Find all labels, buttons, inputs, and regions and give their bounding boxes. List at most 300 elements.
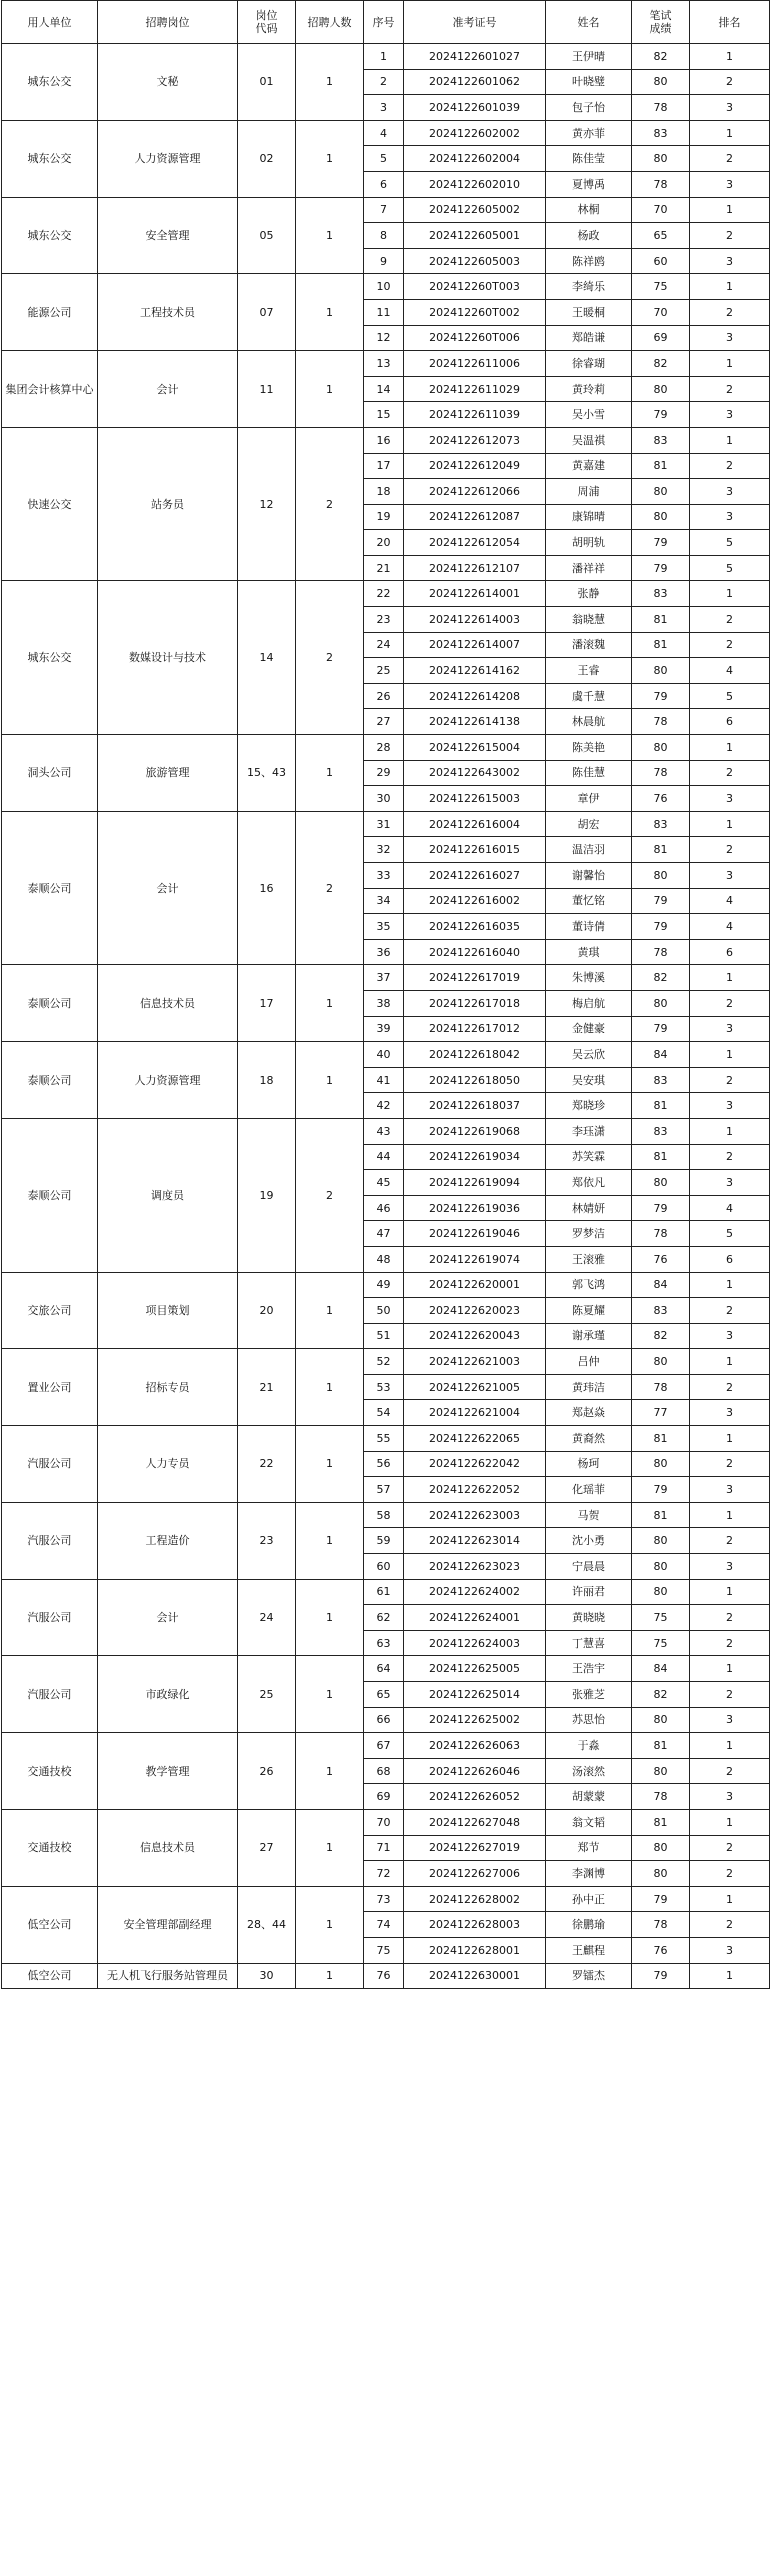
candidate-name-cell: 化瑶菲 xyxy=(546,1477,632,1503)
ticket-number-cell: 202412260T002 xyxy=(404,299,546,325)
candidate-name-cell: 杨珂 xyxy=(546,1451,632,1477)
table-row xyxy=(2,427,770,453)
rank-cell: 2 xyxy=(690,1758,770,1784)
position-code-cell: 24 xyxy=(238,1579,296,1656)
ticket-number-cell: 2024122627048 xyxy=(404,1809,546,1835)
ticket-number-cell: 2024122628003 xyxy=(404,1912,546,1938)
position-code-cell: 02 xyxy=(238,120,296,197)
position-cell: 招标专员 xyxy=(98,1349,238,1426)
ticket-number-cell: 2024122601039 xyxy=(404,95,546,121)
ticket-number-cell: 2024122615003 xyxy=(404,786,546,812)
written-score-cell: 82 xyxy=(632,1323,690,1349)
position-code-cell: 07 xyxy=(238,274,296,351)
header-name: 姓名 xyxy=(546,1,632,44)
serial-cell: 62 xyxy=(364,1605,404,1631)
serial-cell: 37 xyxy=(364,965,404,991)
serial-cell: 53 xyxy=(364,1374,404,1400)
candidate-name-cell: 王滚雅 xyxy=(546,1246,632,1272)
candidate-name-cell: 林桐 xyxy=(546,197,632,223)
rank-cell: 3 xyxy=(690,1170,770,1196)
ticket-number-cell: 2024122625005 xyxy=(404,1656,546,1682)
serial-cell: 75 xyxy=(364,1937,404,1963)
rank-cell: 2 xyxy=(690,299,770,325)
written-score-cell: 80 xyxy=(632,1579,690,1605)
candidate-name-cell: 李绮乐 xyxy=(546,274,632,300)
written-score-cell: 78 xyxy=(632,1784,690,1810)
written-score-cell: 80 xyxy=(632,376,690,402)
ticket-number-cell: 202412260T003 xyxy=(404,274,546,300)
written-score-cell: 79 xyxy=(632,683,690,709)
position-cell: 站务员 xyxy=(98,427,238,581)
serial-cell: 17 xyxy=(364,453,404,479)
ticket-number-cell: 2024122643002 xyxy=(404,760,546,786)
candidate-name-cell: 徐鹏瑜 xyxy=(546,1912,632,1938)
written-score-cell: 79 xyxy=(632,555,690,581)
candidate-name-cell: 丁慧喜 xyxy=(546,1630,632,1656)
ticket-number-cell: 2024122619074 xyxy=(404,1246,546,1272)
ticket-number-cell: 2024122623023 xyxy=(404,1554,546,1580)
ticket-number-cell: 2024122605002 xyxy=(404,197,546,223)
ticket-number-cell: 2024122614208 xyxy=(404,683,546,709)
position-cell: 调度员 xyxy=(98,1118,238,1272)
employer-cell: 泰顺公司 xyxy=(2,965,98,1042)
candidate-name-cell: 郑皓谦 xyxy=(546,325,632,351)
serial-cell: 14 xyxy=(364,376,404,402)
rank-cell: 4 xyxy=(690,658,770,684)
written-score-cell: 84 xyxy=(632,1656,690,1682)
serial-cell: 57 xyxy=(364,1477,404,1503)
ticket-number-cell: 2024122622042 xyxy=(404,1451,546,1477)
position-cell: 教学管理 xyxy=(98,1733,238,1810)
serial-cell: 41 xyxy=(364,1067,404,1093)
position-cell: 旅游管理 xyxy=(98,735,238,812)
rank-cell: 4 xyxy=(690,888,770,914)
header-written-score-text: 笔试 成绩 xyxy=(649,9,672,35)
position-cell: 文秘 xyxy=(98,44,238,121)
ticket-number-cell: 2024122601062 xyxy=(404,69,546,95)
ticket-number-cell: 2024122614162 xyxy=(404,658,546,684)
table-row xyxy=(2,44,770,70)
rank-cell: 1 xyxy=(690,44,770,70)
written-score-cell: 80 xyxy=(632,1707,690,1733)
hire-count-cell: 1 xyxy=(296,1579,364,1656)
position-cell: 安全管理部副经理 xyxy=(98,1886,238,1963)
written-score-cell: 80 xyxy=(632,1758,690,1784)
written-score-cell: 78 xyxy=(632,709,690,735)
serial-cell: 49 xyxy=(364,1272,404,1298)
table-row xyxy=(2,1118,770,1144)
rank-cell: 3 xyxy=(690,863,770,889)
written-score-cell: 81 xyxy=(632,1144,690,1170)
written-score-cell: 80 xyxy=(632,1554,690,1580)
table-row xyxy=(2,197,770,223)
header-position-code-text: 岗位 代码 xyxy=(255,9,278,35)
serial-cell: 21 xyxy=(364,555,404,581)
serial-cell: 5 xyxy=(364,146,404,172)
candidate-name-cell: 李渊博 xyxy=(546,1861,632,1887)
candidate-name-cell: 王暖桐 xyxy=(546,299,632,325)
rank-cell: 1 xyxy=(690,197,770,223)
hire-count-cell: 1 xyxy=(296,1733,364,1810)
candidate-name-cell: 黄玲莉 xyxy=(546,376,632,402)
candidate-name-cell: 吴温祺 xyxy=(546,427,632,453)
serial-cell: 31 xyxy=(364,811,404,837)
written-score-cell: 78 xyxy=(632,95,690,121)
ticket-number-cell: 2024122627019 xyxy=(404,1835,546,1861)
candidate-name-cell: 林婧妍 xyxy=(546,1195,632,1221)
table-row xyxy=(2,1579,770,1605)
written-score-cell: 76 xyxy=(632,786,690,812)
ticket-number-cell: 2024122626063 xyxy=(404,1733,546,1759)
candidate-name-cell: 苏思怡 xyxy=(546,1707,632,1733)
written-score-cell: 80 xyxy=(632,735,690,761)
table-row xyxy=(2,1426,770,1452)
candidate-name-cell: 陈美艳 xyxy=(546,735,632,761)
rank-cell: 3 xyxy=(690,504,770,530)
candidate-name-cell: 吴安琪 xyxy=(546,1067,632,1093)
serial-cell: 34 xyxy=(364,888,404,914)
rank-cell: 1 xyxy=(690,351,770,377)
position-cell: 会计 xyxy=(98,811,238,965)
table-row xyxy=(2,1963,770,1989)
candidate-name-cell: 谢承瑾 xyxy=(546,1323,632,1349)
candidate-name-cell: 陈佳莹 xyxy=(546,146,632,172)
serial-cell: 33 xyxy=(364,863,404,889)
candidate-name-cell: 郑节 xyxy=(546,1835,632,1861)
candidate-name-cell: 林晨航 xyxy=(546,709,632,735)
written-score-cell: 78 xyxy=(632,1221,690,1247)
candidate-name-cell: 汤滚然 xyxy=(546,1758,632,1784)
written-score-cell: 80 xyxy=(632,479,690,505)
written-score-cell: 76 xyxy=(632,1937,690,1963)
rank-cell: 6 xyxy=(690,939,770,965)
header-ticket-number: 准考证号 xyxy=(404,1,546,44)
employer-cell: 泰顺公司 xyxy=(2,1042,98,1119)
table-row xyxy=(2,1042,770,1068)
position-code-cell: 27 xyxy=(238,1809,296,1886)
position-cell: 会计 xyxy=(98,351,238,428)
candidate-name-cell: 郑赵焱 xyxy=(546,1400,632,1426)
position-cell: 市政绿化 xyxy=(98,1656,238,1733)
rank-cell: 3 xyxy=(690,1707,770,1733)
header-hire-count: 招聘人数 xyxy=(296,1,364,44)
written-score-cell: 79 xyxy=(632,1195,690,1221)
written-score-cell: 69 xyxy=(632,325,690,351)
written-score-cell: 70 xyxy=(632,197,690,223)
rank-cell: 3 xyxy=(690,1323,770,1349)
hire-count-cell: 2 xyxy=(296,427,364,581)
hire-count-cell: 2 xyxy=(296,581,364,735)
candidate-name-cell: 陈祥鸥 xyxy=(546,248,632,274)
ticket-number-cell: 2024122627006 xyxy=(404,1861,546,1887)
rank-cell: 1 xyxy=(690,1349,770,1375)
written-score-cell: 80 xyxy=(632,863,690,889)
hire-count-cell: 1 xyxy=(296,1886,364,1963)
candidate-name-cell: 温洁羽 xyxy=(546,837,632,863)
written-score-cell: 79 xyxy=(632,1477,690,1503)
ticket-number-cell: 2024122623014 xyxy=(404,1528,546,1554)
ticket-number-cell: 2024122612054 xyxy=(404,530,546,556)
rank-cell: 5 xyxy=(690,530,770,556)
serial-cell: 22 xyxy=(364,581,404,607)
written-score-cell: 82 xyxy=(632,351,690,377)
written-score-cell: 80 xyxy=(632,1528,690,1554)
rank-cell: 2 xyxy=(690,607,770,633)
written-score-cell: 75 xyxy=(632,1605,690,1631)
written-score-cell: 78 xyxy=(632,939,690,965)
position-cell: 数媒设计与技术 xyxy=(98,581,238,735)
serial-cell: 24 xyxy=(364,632,404,658)
written-score-cell: 81 xyxy=(632,1093,690,1119)
employer-cell: 快速公交 xyxy=(2,427,98,581)
candidate-name-cell: 张静 xyxy=(546,581,632,607)
ticket-number-cell: 2024122626052 xyxy=(404,1784,546,1810)
serial-cell: 55 xyxy=(364,1426,404,1452)
employer-cell: 交通技校 xyxy=(2,1733,98,1810)
ticket-number-cell: 2024122612066 xyxy=(404,479,546,505)
employer-cell: 泰顺公司 xyxy=(2,811,98,965)
serial-cell: 8 xyxy=(364,223,404,249)
candidate-name-cell: 王睿 xyxy=(546,658,632,684)
written-score-cell: 79 xyxy=(632,1963,690,1989)
serial-cell: 43 xyxy=(364,1118,404,1144)
employer-cell: 城东公交 xyxy=(2,120,98,197)
serial-cell: 39 xyxy=(364,1016,404,1042)
ticket-number-cell: 2024122622065 xyxy=(404,1426,546,1452)
hire-count-cell: 1 xyxy=(296,1426,364,1503)
written-score-cell: 78 xyxy=(632,760,690,786)
written-score-cell: 80 xyxy=(632,1835,690,1861)
position-cell: 工程技术员 xyxy=(98,274,238,351)
serial-cell: 59 xyxy=(364,1528,404,1554)
candidate-name-cell: 谢馨怡 xyxy=(546,863,632,889)
rank-cell: 1 xyxy=(690,1886,770,1912)
ticket-number-cell: 2024122601027 xyxy=(404,44,546,70)
written-score-cell: 83 xyxy=(632,427,690,453)
candidate-name-cell: 郑依凡 xyxy=(546,1170,632,1196)
written-score-cell: 79 xyxy=(632,914,690,940)
ticket-number-cell: 2024122614007 xyxy=(404,632,546,658)
serial-cell: 29 xyxy=(364,760,404,786)
ticket-number-cell: 2024122602004 xyxy=(404,146,546,172)
ticket-number-cell: 2024122616027 xyxy=(404,863,546,889)
candidate-name-cell: 沈小勇 xyxy=(546,1528,632,1554)
ticket-number-cell: 2024122614138 xyxy=(404,709,546,735)
serial-cell: 40 xyxy=(364,1042,404,1068)
serial-cell: 36 xyxy=(364,939,404,965)
rank-cell: 2 xyxy=(690,990,770,1016)
ticket-number-cell: 2024122618042 xyxy=(404,1042,546,1068)
rank-cell: 2 xyxy=(690,760,770,786)
ticket-number-cell: 2024122616040 xyxy=(404,939,546,965)
written-score-cell: 70 xyxy=(632,299,690,325)
ticket-number-cell: 2024122624003 xyxy=(404,1630,546,1656)
written-score-cell: 81 xyxy=(632,837,690,863)
rank-cell: 3 xyxy=(690,1093,770,1119)
ticket-number-cell: 2024122624002 xyxy=(404,1579,546,1605)
rank-cell: 2 xyxy=(690,1861,770,1887)
candidate-name-cell: 康锦晴 xyxy=(546,504,632,530)
hire-count-cell: 2 xyxy=(296,811,364,965)
serial-cell: 2 xyxy=(364,69,404,95)
position-cell: 信息技术员 xyxy=(98,1809,238,1886)
written-score-cell: 80 xyxy=(632,69,690,95)
serial-cell: 63 xyxy=(364,1630,404,1656)
serial-cell: 30 xyxy=(364,786,404,812)
candidate-name-cell: 朱博溪 xyxy=(546,965,632,991)
rank-cell: 3 xyxy=(690,479,770,505)
ticket-number-cell: 2024122617012 xyxy=(404,1016,546,1042)
rank-cell: 2 xyxy=(690,223,770,249)
ticket-number-cell: 2024122616035 xyxy=(404,914,546,940)
written-score-cell: 82 xyxy=(632,1682,690,1708)
written-score-cell: 82 xyxy=(632,965,690,991)
written-score-cell: 81 xyxy=(632,632,690,658)
rank-cell: 1 xyxy=(690,735,770,761)
position-code-cell: 26 xyxy=(238,1733,296,1810)
ticket-number-cell: 2024122626046 xyxy=(404,1758,546,1784)
written-score-cell: 84 xyxy=(632,1042,690,1068)
serial-cell: 16 xyxy=(364,427,404,453)
header-position-code xyxy=(238,1,296,44)
ticket-number-cell: 2024122620023 xyxy=(404,1298,546,1324)
rank-cell: 5 xyxy=(690,555,770,581)
ticket-number-cell: 2024122624001 xyxy=(404,1605,546,1631)
serial-cell: 47 xyxy=(364,1221,404,1247)
candidate-name-cell: 黄玮洁 xyxy=(546,1374,632,1400)
serial-cell: 56 xyxy=(364,1451,404,1477)
rank-cell: 1 xyxy=(690,427,770,453)
written-score-cell: 75 xyxy=(632,1630,690,1656)
candidate-name-cell: 吴云欣 xyxy=(546,1042,632,1068)
employer-cell: 汽服公司 xyxy=(2,1426,98,1503)
ticket-number-cell: 2024122619034 xyxy=(404,1144,546,1170)
ticket-number-cell: 2024122612073 xyxy=(404,427,546,453)
serial-cell: 60 xyxy=(364,1554,404,1580)
position-code-cell: 16 xyxy=(238,811,296,965)
rank-cell: 3 xyxy=(690,248,770,274)
rank-cell: 1 xyxy=(690,1272,770,1298)
serial-cell: 4 xyxy=(364,120,404,146)
written-score-cell: 77 xyxy=(632,1400,690,1426)
rank-cell: 1 xyxy=(690,965,770,991)
position-code-cell: 11 xyxy=(238,351,296,428)
written-score-cell: 80 xyxy=(632,1170,690,1196)
written-score-cell: 82 xyxy=(632,44,690,70)
table-row xyxy=(2,735,770,761)
table-row xyxy=(2,1886,770,1912)
serial-cell: 44 xyxy=(364,1144,404,1170)
ticket-number-cell: 2024122615004 xyxy=(404,735,546,761)
serial-cell: 26 xyxy=(364,683,404,709)
candidate-name-cell: 宁晨晨 xyxy=(546,1554,632,1580)
table-row xyxy=(2,1349,770,1375)
employer-cell: 城东公交 xyxy=(2,44,98,121)
rank-cell: 3 xyxy=(690,786,770,812)
written-score-cell: 81 xyxy=(632,1733,690,1759)
position-code-cell: 05 xyxy=(238,197,296,274)
header-employer: 用人单位 xyxy=(2,1,98,44)
table-row xyxy=(2,965,770,991)
candidate-name-cell: 徐睿瑚 xyxy=(546,351,632,377)
serial-cell: 20 xyxy=(364,530,404,556)
position-cell: 人力专员 xyxy=(98,1426,238,1503)
serial-cell: 23 xyxy=(364,607,404,633)
hire-count-cell: 1 xyxy=(296,1042,364,1119)
written-score-cell: 79 xyxy=(632,1886,690,1912)
ticket-number-cell: 2024122611039 xyxy=(404,402,546,428)
serial-cell: 10 xyxy=(364,274,404,300)
candidate-name-cell: 黄琪 xyxy=(546,939,632,965)
position-code-cell: 30 xyxy=(238,1963,296,1989)
rank-cell: 3 xyxy=(690,1937,770,1963)
candidate-name-cell: 潘滚魏 xyxy=(546,632,632,658)
rank-cell: 3 xyxy=(690,1400,770,1426)
position-code-cell: 28、44 xyxy=(238,1886,296,1963)
serial-cell: 15 xyxy=(364,402,404,428)
hire-count-cell: 1 xyxy=(296,274,364,351)
rank-cell: 5 xyxy=(690,1221,770,1247)
written-score-cell: 79 xyxy=(632,888,690,914)
ticket-number-cell: 2024122605003 xyxy=(404,248,546,274)
ticket-number-cell: 2024122620001 xyxy=(404,1272,546,1298)
candidate-name-cell: 董忆铭 xyxy=(546,888,632,914)
ticket-number-cell: 2024122617019 xyxy=(404,965,546,991)
rank-cell: 5 xyxy=(690,683,770,709)
candidate-name-cell: 许丽君 xyxy=(546,1579,632,1605)
ticket-number-cell: 2024122630001 xyxy=(404,1963,546,1989)
hire-count-cell: 1 xyxy=(296,44,364,121)
rank-cell: 1 xyxy=(690,1426,770,1452)
table-row xyxy=(2,1733,770,1759)
rank-cell: 2 xyxy=(690,453,770,479)
rank-cell: 3 xyxy=(690,1554,770,1580)
hire-count-cell: 1 xyxy=(296,120,364,197)
serial-cell: 27 xyxy=(364,709,404,735)
serial-cell: 9 xyxy=(364,248,404,274)
written-score-cell: 81 xyxy=(632,1502,690,1528)
position-cell: 项目策划 xyxy=(98,1272,238,1349)
hire-count-cell: 1 xyxy=(296,735,364,812)
written-score-cell: 80 xyxy=(632,1451,690,1477)
written-score-cell: 81 xyxy=(632,607,690,633)
candidate-name-cell: 黄亦菲 xyxy=(546,120,632,146)
table-row xyxy=(2,811,770,837)
header-serial: 序号 xyxy=(364,1,404,44)
ticket-number-cell: 2024122616002 xyxy=(404,888,546,914)
serial-cell: 74 xyxy=(364,1912,404,1938)
written-score-cell: 60 xyxy=(632,248,690,274)
serial-cell: 45 xyxy=(364,1170,404,1196)
rank-cell: 6 xyxy=(690,1246,770,1272)
rank-cell: 1 xyxy=(690,274,770,300)
employer-cell: 城东公交 xyxy=(2,197,98,274)
candidate-name-cell: 梅启航 xyxy=(546,990,632,1016)
ticket-number-cell: 2024122614001 xyxy=(404,581,546,607)
candidate-name-cell: 黄晓晓 xyxy=(546,1605,632,1631)
employer-cell: 汽服公司 xyxy=(2,1502,98,1579)
rank-cell: 3 xyxy=(690,1784,770,1810)
employer-cell: 汽服公司 xyxy=(2,1579,98,1656)
rank-cell: 6 xyxy=(690,709,770,735)
hire-count-cell: 2 xyxy=(296,1118,364,1272)
position-code-cell: 22 xyxy=(238,1426,296,1503)
position-code-cell: 01 xyxy=(238,44,296,121)
candidate-name-cell: 王麒程 xyxy=(546,1937,632,1963)
ticket-number-cell: 2024122621005 xyxy=(404,1374,546,1400)
candidate-name-cell: 杨政 xyxy=(546,223,632,249)
employer-cell: 洞头公司 xyxy=(2,735,98,812)
